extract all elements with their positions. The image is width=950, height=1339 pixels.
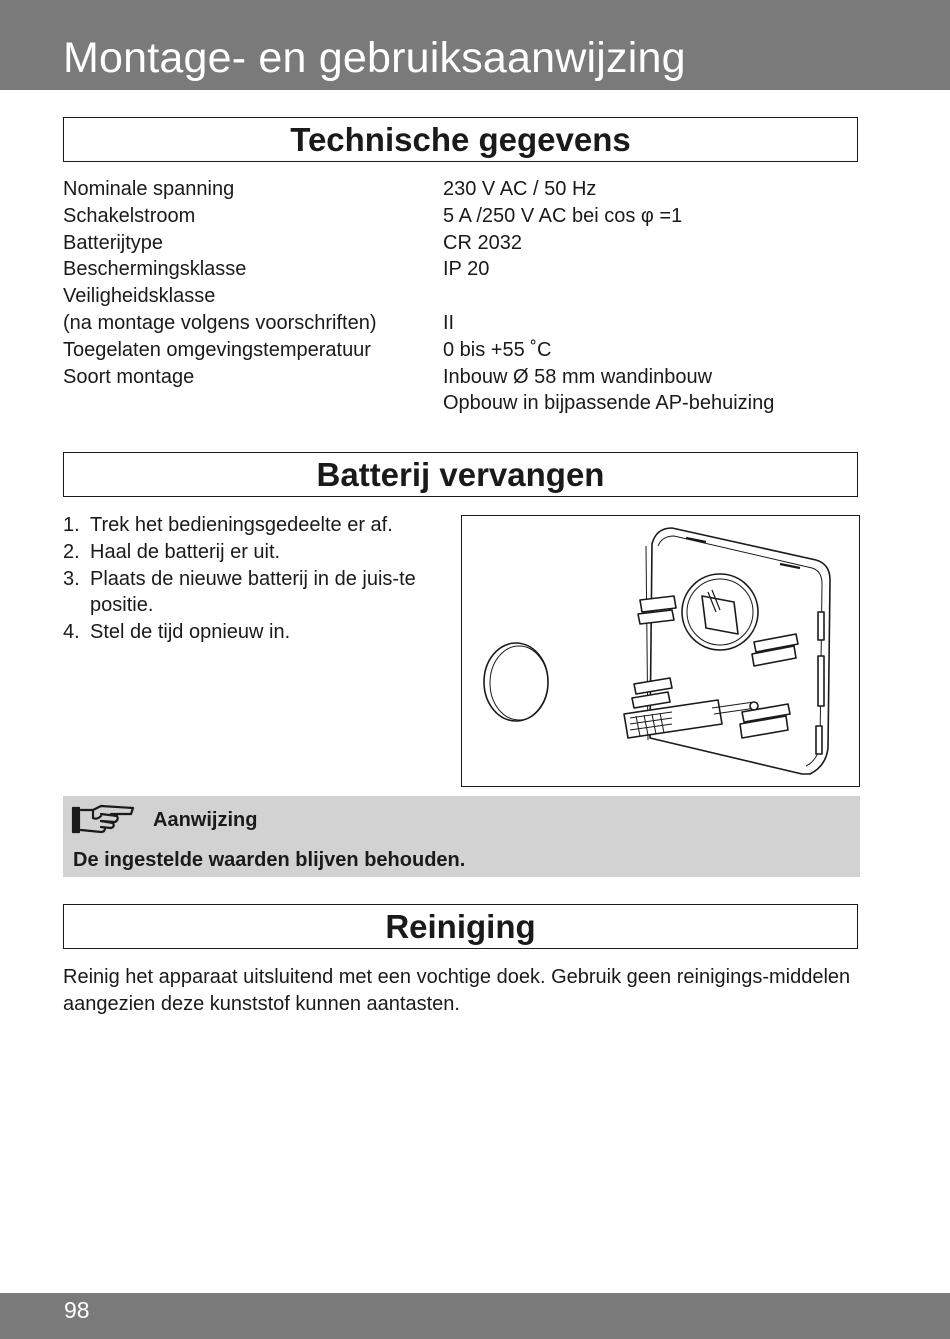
device-drawing (462, 516, 858, 785)
document-title: Montage- en gebruiksaanwijzing (63, 34, 686, 82)
spec-label: Toegelaten omgevingstemperatuur (63, 338, 371, 361)
step-text: Trek het bedieningsgedeelte er af. (90, 514, 393, 536)
technical-heading: Technische gegevens (290, 120, 631, 158)
spec-value: IP 20 (443, 258, 490, 281)
footer-bar (0, 1293, 950, 1339)
spec-row (63, 283, 863, 310)
spec-label: Schakelstroom (63, 204, 196, 227)
spec-value: CR 2032 (443, 231, 522, 254)
spec-row (63, 176, 863, 203)
note-heading: Aanwijzing (153, 809, 258, 831)
list-item (63, 539, 453, 566)
spec-label: Soort montage (63, 365, 195, 388)
step-text: Stel de tijd opnieuw in. (90, 621, 291, 644)
cleaning-paragraph: Reinig het apparaat uitsluitend met een vochtige doek. Gebruik geen reinigings-middelen aangezien deze kunststof kunnen aantasten. (63, 966, 851, 1015)
header-bar (0, 0, 950, 90)
spec-label: Beschermingsklasse (63, 258, 247, 281)
spec-label: Nominale spanning (63, 178, 235, 200)
spec-label: Batterijtype (63, 231, 164, 254)
spec-value: II (443, 311, 455, 334)
step-number: 4. (63, 621, 80, 644)
spec-row (63, 310, 863, 337)
spec-row (63, 256, 863, 283)
note-box (63, 796, 860, 877)
spec-row (63, 203, 863, 230)
pointing-hand-icon (71, 802, 135, 845)
spec-value: 5 A /250 V AC bei cos φ =1 (443, 204, 683, 227)
spec-label: Veiligheidsklasse (63, 285, 216, 308)
spec-row (63, 390, 863, 417)
spec-row (63, 337, 863, 364)
list-item (63, 566, 453, 620)
device-housing-shape (650, 528, 830, 774)
step-number: 1. (63, 514, 80, 536)
note-text: De ingestelde waarden blijven behouden. (73, 849, 466, 871)
spec-label: (na montage volgens voorschriften) (63, 311, 377, 334)
page-number: 98 (64, 1299, 90, 1323)
cleaning-heading: Reiniging (385, 907, 536, 945)
spec-value: Inbouw Ø 58 mm wandinbouw (443, 365, 713, 388)
spec-value: Opbouw in bijpassende AP-behuizing (443, 392, 775, 415)
spec-row (63, 230, 863, 257)
technical-specs-table (63, 176, 863, 417)
coin-battery-shape (484, 643, 548, 721)
list-item (63, 619, 453, 646)
section-heading-battery (63, 452, 858, 497)
spec-value: 0 bis +55 ˚C (443, 338, 552, 361)
battery-replacement-illustration (461, 515, 860, 787)
step-number: 3. (63, 567, 80, 590)
battery-steps-list (63, 512, 453, 646)
spec-value: 230 V AC / 50 Hz (443, 178, 597, 200)
section-heading-technical (63, 117, 858, 162)
battery-heading: Batterij vervangen (316, 455, 605, 493)
section-heading-cleaning (63, 904, 858, 949)
step-text: Haal de batterij er uit. (90, 540, 281, 563)
spec-row (63, 364, 863, 391)
step-number: 2. (63, 540, 80, 563)
spec-label (63, 390, 443, 417)
step-text: Plaats de nieuwe batterij in de juis-te positie. (90, 567, 416, 617)
list-item (63, 512, 453, 539)
